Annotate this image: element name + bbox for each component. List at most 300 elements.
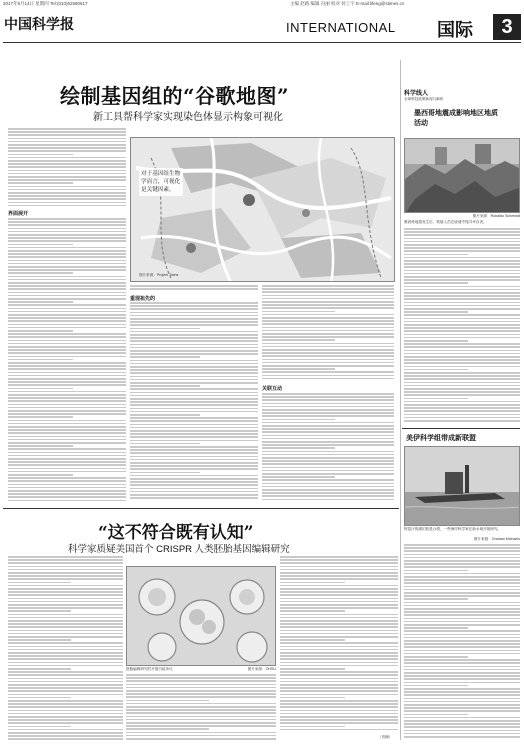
text-line (262, 393, 394, 395)
text-line (404, 547, 520, 549)
text-line (8, 429, 126, 431)
text-line (8, 330, 73, 332)
text-line (126, 687, 276, 689)
newspaper-logo: 中国科学报 (4, 17, 74, 33)
text-line (8, 304, 126, 306)
text-line (8, 195, 126, 197)
text-line (8, 614, 123, 616)
text-line (404, 659, 520, 661)
text-line (404, 624, 520, 626)
text-line (262, 486, 394, 488)
text-line (404, 343, 520, 345)
section-heading-1: 界面展开 (8, 211, 29, 217)
text-line (8, 298, 126, 300)
text-line (8, 566, 123, 568)
text-line (130, 382, 258, 384)
text-line (130, 318, 258, 320)
text-line (8, 630, 123, 632)
text-line (280, 722, 398, 724)
text-line (8, 477, 126, 479)
text-line (8, 738, 123, 740)
text-line (130, 324, 258, 326)
embryo-graphic (127, 567, 276, 666)
second-subheadline: 科学家质疑美国首个 CRISPR 人类胚胎基因编辑研究 (68, 544, 290, 555)
text-line (404, 250, 520, 252)
text-line (404, 678, 520, 680)
text-line (8, 700, 123, 702)
text-line (8, 202, 126, 204)
text-line (8, 604, 123, 606)
text-line (126, 700, 209, 702)
text-line (280, 594, 398, 596)
text-line (404, 241, 520, 243)
text-line (262, 371, 394, 373)
text-line (404, 685, 468, 687)
text-line (262, 438, 394, 440)
text-line (262, 399, 394, 401)
text-line (8, 359, 73, 361)
text-line (404, 726, 520, 728)
text-line (404, 414, 520, 416)
text-line (262, 336, 394, 338)
side-story-separator (402, 428, 520, 429)
text-line (404, 292, 520, 294)
text-line (404, 646, 520, 648)
text-line (280, 556, 398, 558)
text-line (280, 610, 345, 612)
text-line (8, 697, 71, 699)
text-line (404, 318, 520, 320)
text-line (8, 279, 126, 281)
text-line (404, 353, 520, 355)
genome-map-illustration (130, 137, 395, 282)
text-line (130, 372, 258, 374)
text-line (126, 732, 276, 734)
text-line (280, 713, 398, 715)
text-line (130, 401, 258, 403)
lake-graphic (405, 447, 520, 526)
text-line (8, 224, 126, 226)
text-line (130, 459, 258, 461)
text-line (130, 449, 258, 451)
text-line (404, 672, 520, 674)
text-line (8, 588, 123, 590)
text-line (280, 572, 398, 574)
text-line (262, 451, 394, 453)
text-line (404, 308, 520, 310)
text-line (404, 557, 520, 559)
text-line (262, 444, 394, 446)
text-line (280, 652, 398, 654)
text-line (280, 623, 398, 625)
text-line (130, 369, 258, 371)
text-line (8, 665, 123, 667)
text-line (280, 578, 398, 580)
text-line (8, 288, 126, 290)
text-line (280, 681, 398, 683)
section-heading-2: 重现祖先的 (130, 296, 156, 302)
text-line (404, 286, 520, 288)
text-line (130, 344, 258, 346)
text-line (8, 324, 126, 326)
second-end-mark: （晋楠） (378, 735, 393, 739)
text-line (404, 263, 520, 265)
text-line (130, 388, 258, 390)
text-line (130, 446, 258, 448)
text-line (280, 575, 398, 577)
text-line (404, 410, 520, 412)
text-line (404, 356, 520, 358)
text-line (262, 425, 394, 427)
text-line (8, 690, 123, 692)
text-line (404, 618, 520, 620)
text-line (404, 544, 520, 546)
text-line (280, 649, 398, 651)
text-line (130, 443, 200, 445)
lake-ship-photo (404, 446, 520, 526)
text-line (262, 447, 335, 449)
page-number-badge: 3 (493, 14, 521, 40)
text-line (262, 314, 394, 316)
text-line (8, 484, 126, 486)
text-line (130, 395, 258, 397)
text-line (262, 463, 394, 465)
text-line (8, 131, 126, 133)
text-line (404, 611, 520, 613)
text-line (8, 228, 126, 230)
text-line (8, 575, 123, 577)
text-line (404, 707, 520, 709)
text-line (130, 312, 258, 314)
text-line (280, 716, 398, 718)
text-line (8, 410, 126, 412)
text-line (8, 646, 123, 648)
text-line (8, 668, 71, 670)
text-line (8, 391, 126, 393)
text-line (8, 256, 126, 258)
text-line (8, 471, 126, 473)
text-line (130, 356, 200, 358)
text-line (262, 495, 394, 497)
text-line (8, 578, 123, 580)
text-line (404, 608, 520, 610)
text-line (280, 665, 398, 667)
staff-line: 主编 赵路 编辑 冯丽 校对 何工宇 E-mail:lifeng@stimes.cn (290, 1, 405, 6)
text-line (262, 415, 394, 417)
text-line (404, 244, 520, 246)
text-line (8, 636, 123, 638)
text-line (130, 385, 200, 387)
section-label-zh: 国际 (437, 20, 473, 41)
text-line (8, 365, 126, 367)
text-line (404, 385, 520, 387)
text-line (8, 649, 123, 651)
page-header-bar (0, 0, 524, 12)
text-line (8, 639, 71, 641)
text-line (262, 304, 394, 306)
text-line (130, 494, 258, 496)
section-label-en: INTERNATIONAL (286, 20, 396, 35)
text-line (404, 298, 520, 300)
text-line (404, 404, 520, 406)
text-line (404, 656, 468, 658)
text-line (404, 302, 520, 304)
text-line (262, 301, 394, 303)
text-line (404, 346, 520, 348)
section-heading-3: 关联互动 (262, 386, 283, 392)
text-line (8, 713, 123, 715)
text-line (8, 362, 126, 364)
text-line (404, 688, 520, 690)
text-line (130, 475, 258, 477)
text-line (404, 589, 520, 591)
text-line (8, 432, 126, 434)
text-line (130, 427, 258, 429)
text-line (262, 288, 394, 290)
text-line (404, 350, 520, 352)
text-line (8, 134, 126, 136)
text-line (8, 147, 126, 149)
text-line (280, 703, 398, 705)
text-line (262, 467, 394, 469)
text-line (280, 697, 345, 699)
text-line (404, 662, 520, 664)
text-line (8, 674, 123, 676)
text-line (280, 674, 398, 676)
text-line (404, 388, 520, 390)
text-line (8, 445, 73, 447)
text-line (130, 488, 258, 490)
text-line (8, 480, 126, 482)
text-line (8, 626, 123, 628)
text-line (8, 163, 126, 165)
text-line (404, 640, 520, 642)
text-line (8, 375, 126, 377)
text-line (404, 391, 520, 393)
text-line (8, 221, 126, 223)
text-line (8, 368, 126, 370)
text-line (404, 566, 520, 568)
text-line (280, 706, 398, 708)
text-line (130, 379, 258, 381)
text-line (8, 150, 126, 152)
text-line (280, 591, 398, 593)
text-line (262, 327, 394, 329)
text-line (262, 352, 394, 354)
text-line (126, 738, 276, 740)
text-line (8, 340, 126, 342)
text-line (262, 378, 394, 380)
text-line (404, 582, 520, 584)
text-line (404, 257, 520, 259)
side-story2-title: 美伊科学组带成新联盟 (406, 433, 476, 442)
text-line (404, 650, 520, 652)
side-story1-title: 墨西哥地震成影响地区地质活动 (414, 108, 498, 127)
text-line (8, 716, 123, 718)
text-line (8, 311, 126, 313)
text-line (130, 392, 258, 394)
text-line (404, 273, 520, 275)
text-line (126, 703, 276, 705)
text-line (262, 317, 394, 319)
text-line (8, 655, 123, 657)
text-line (404, 407, 520, 409)
text-line (8, 388, 73, 390)
text-line (8, 336, 126, 338)
text-line (130, 308, 258, 310)
text-line (130, 353, 258, 355)
text-line (8, 617, 123, 619)
text-line (404, 231, 520, 233)
text-line (8, 237, 126, 239)
text-line (130, 350, 258, 352)
text-line (404, 362, 520, 364)
text-line (8, 269, 126, 271)
text-line (130, 340, 258, 342)
text-line (8, 285, 126, 287)
text-line (404, 330, 520, 332)
text-line (280, 630, 398, 632)
text-line (8, 452, 126, 454)
text-line (280, 604, 398, 606)
text-line (262, 343, 394, 345)
text-line (8, 186, 126, 188)
text-line (130, 360, 258, 362)
text-line (130, 404, 258, 406)
text-line (404, 266, 520, 268)
text-line (126, 706, 276, 708)
text-line (404, 630, 520, 632)
text-line (280, 655, 398, 657)
text-line (404, 666, 520, 668)
text-line (8, 687, 123, 689)
text-line (8, 487, 126, 489)
text-line (280, 729, 398, 731)
text-line (280, 710, 398, 712)
text-line (404, 270, 520, 272)
text-line (130, 433, 258, 435)
date-line: 2017年9月14日 星期四 Tel:(010)62580617 (3, 1, 88, 6)
text-line (8, 448, 126, 450)
text-line (130, 363, 258, 365)
text-line (8, 642, 123, 644)
text-line (8, 272, 73, 274)
text-line (8, 160, 126, 162)
figure-quote: 对于基因组生物学而言，可视化是关键因素。 (139, 168, 183, 196)
text-line (130, 417, 258, 419)
text-line (8, 231, 126, 233)
text-line (8, 703, 123, 705)
text-line (280, 569, 398, 571)
text-line (404, 550, 520, 552)
main-subheadline: 新工具帮科学家实现染色体显示构象可视化 (93, 112, 283, 123)
text-line (8, 240, 126, 242)
text-line (8, 468, 126, 470)
text-line (8, 349, 126, 351)
text-line (404, 228, 520, 230)
text-line (262, 320, 394, 322)
text-line (404, 254, 468, 256)
text-line (126, 684, 276, 686)
text-line (404, 643, 520, 645)
text-line (8, 157, 126, 159)
text-line (404, 637, 520, 639)
text-line (404, 720, 520, 722)
text-line (404, 305, 520, 307)
text-line (8, 423, 126, 425)
text-line (262, 409, 394, 411)
text-line (130, 468, 258, 470)
text-line (280, 678, 398, 680)
text-line (404, 295, 520, 297)
text-line (262, 460, 394, 462)
text-line (8, 413, 126, 415)
text-line (8, 559, 123, 561)
text-line (8, 234, 126, 236)
text-line (262, 333, 394, 335)
side-column-divider (400, 60, 401, 740)
text-line (8, 607, 123, 609)
text-line (262, 441, 394, 443)
text-line (8, 726, 71, 728)
text-line (130, 478, 258, 480)
text-line (8, 343, 126, 345)
text-line (280, 598, 398, 600)
text-line (404, 311, 468, 313)
text-line (8, 314, 126, 316)
text-line (130, 288, 258, 290)
text-line (8, 474, 73, 476)
text-line (8, 671, 123, 673)
text-line (262, 435, 394, 437)
text-line (262, 285, 394, 287)
text-line (280, 719, 398, 721)
text-line (404, 733, 520, 735)
text-line (126, 725, 276, 727)
text-line (8, 141, 126, 143)
text-line (404, 369, 468, 371)
text-line (126, 728, 209, 730)
text-line (404, 736, 520, 738)
text-line (262, 330, 394, 332)
text-line (280, 687, 398, 689)
text-line (130, 331, 258, 333)
text-line (404, 560, 520, 562)
text-line (8, 205, 126, 207)
side-tag-sub: 全球科技政策新闻与解析 (404, 97, 444, 101)
text-line (8, 442, 126, 444)
text-line (8, 722, 123, 724)
text-line (404, 691, 520, 693)
text-line (404, 701, 520, 703)
text-line (130, 328, 200, 330)
text-line (404, 592, 520, 594)
text-line (8, 404, 126, 406)
text-line (404, 238, 520, 240)
text-line (8, 170, 126, 172)
text-line (8, 591, 123, 593)
text-line (8, 381, 126, 383)
text-line (262, 454, 394, 456)
text-line (8, 461, 126, 463)
text-line (404, 279, 520, 281)
text-line (404, 247, 520, 249)
text-line (404, 576, 520, 578)
text-line (8, 128, 126, 130)
text-line (8, 569, 123, 571)
text-line (8, 320, 126, 322)
text-line (8, 572, 123, 574)
